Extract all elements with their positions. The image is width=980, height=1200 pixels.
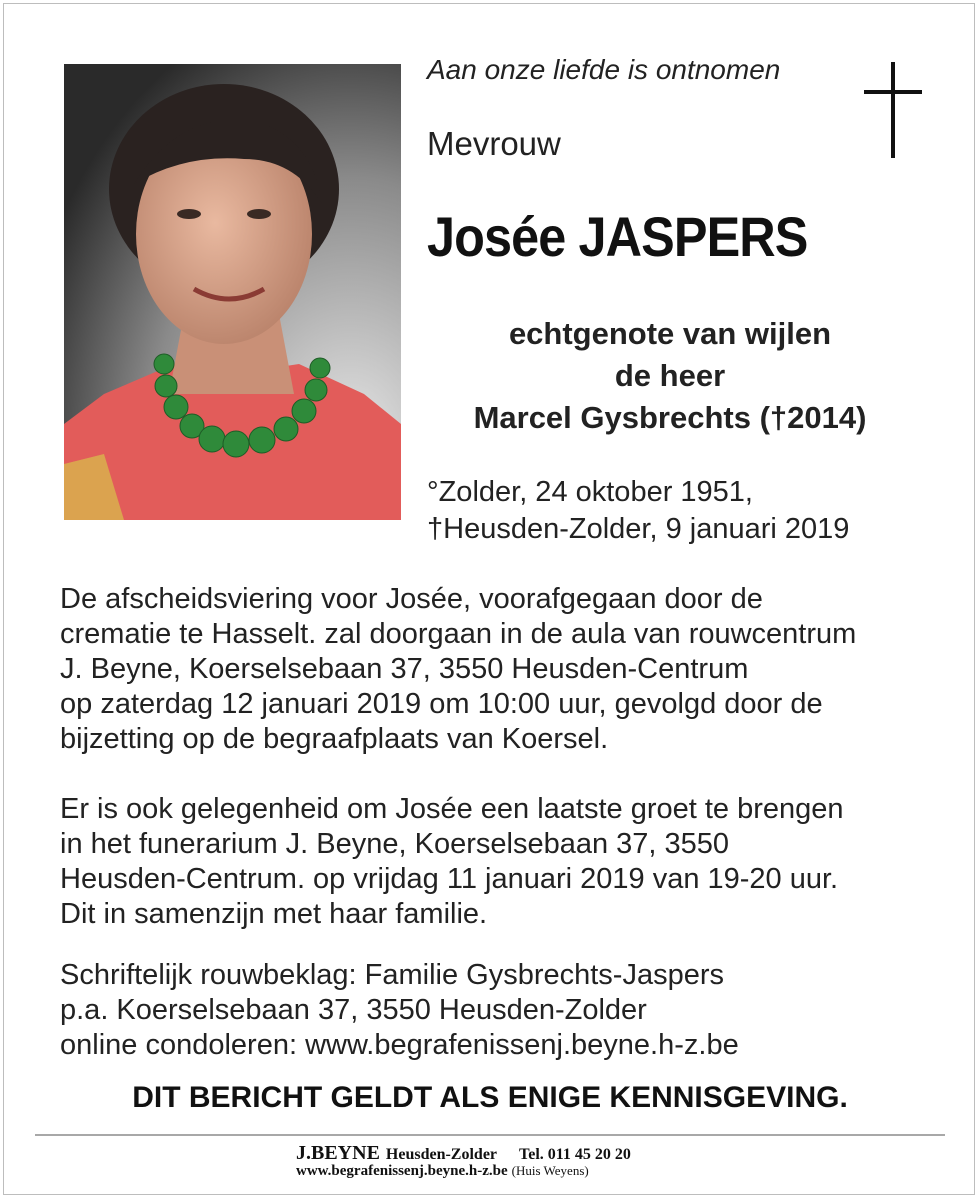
- portrait-photo: [64, 64, 401, 520]
- cross-icon: [864, 62, 922, 158]
- death-date: †Heusden-Zolder, 9 januari 2019: [427, 513, 850, 545]
- ceremony-paragraph: De afscheidsviering voor Josée, voorafgegaan door de crematie te Hasselt. zal doorgaan in de aula van rouwcentrum J. Beyne, Koerselsebaan 37, 3550 Heusden-Centrum op zaterdag 12 januari 2019 om 10:00 uur, gevolgd door de bijzetting op de begraafplaats van Koersel.: [60, 583, 857, 755]
- funeral-home-website[interactable]: www.begrafenissenj.beyne.h-z.be: [296, 1163, 508, 1179]
- footer-divider: [35, 1134, 945, 1136]
- official-notice: DIT BERICHT GELDT ALS ENIGE KENNISGEVING.: [132, 1081, 848, 1114]
- funeral-home-subtitle: (Huis Weyens): [511, 1163, 589, 1178]
- funeral-home-brand: J.BEYNE: [296, 1142, 380, 1164]
- spouse-line-1: echtgenote van wijlen: [508, 316, 832, 351]
- birth-date: °Zolder, 24 oktober 1951,: [427, 476, 753, 508]
- spouse-block: [420, 313, 920, 439]
- title-prefix: Mevrouw: [427, 125, 561, 162]
- intro-line: Aan onze liefde is ontnomen: [427, 54, 781, 85]
- dates-block: [427, 474, 849, 548]
- condolences-paragraph: Schriftelijk rouwbeklag: Familie Gysbrechts-Jaspers p.a. Koerselsebaan 37, 3550 Heusden-Zolder online condoleren: www.begrafenissenj.beyne.h-z.be: [60, 959, 739, 1061]
- funeral-home-phone: Tel. 011 45 20 20: [519, 1146, 631, 1163]
- deceased-name: Josée JASPERS: [427, 205, 808, 268]
- funeral-home-footer: [296, 1142, 631, 1180]
- funeral-home-location: Heusden-Zolder: [385, 1146, 498, 1163]
- spouse-line-2: de heer: [614, 358, 726, 393]
- spouse-line-3: Marcel Gysbrechts (†2014): [473, 400, 867, 435]
- visitation-paragraph: Er is ook gelegenheid om Josée een laatste groet te brengen in het funerarium J. Beyne, Koerselsebaan 37, 3550 Heusden-Centrum. op vrijdag 11 januari 2019 van 19-20 uur. Dit in samenzijn met haar familie.: [60, 793, 844, 930]
